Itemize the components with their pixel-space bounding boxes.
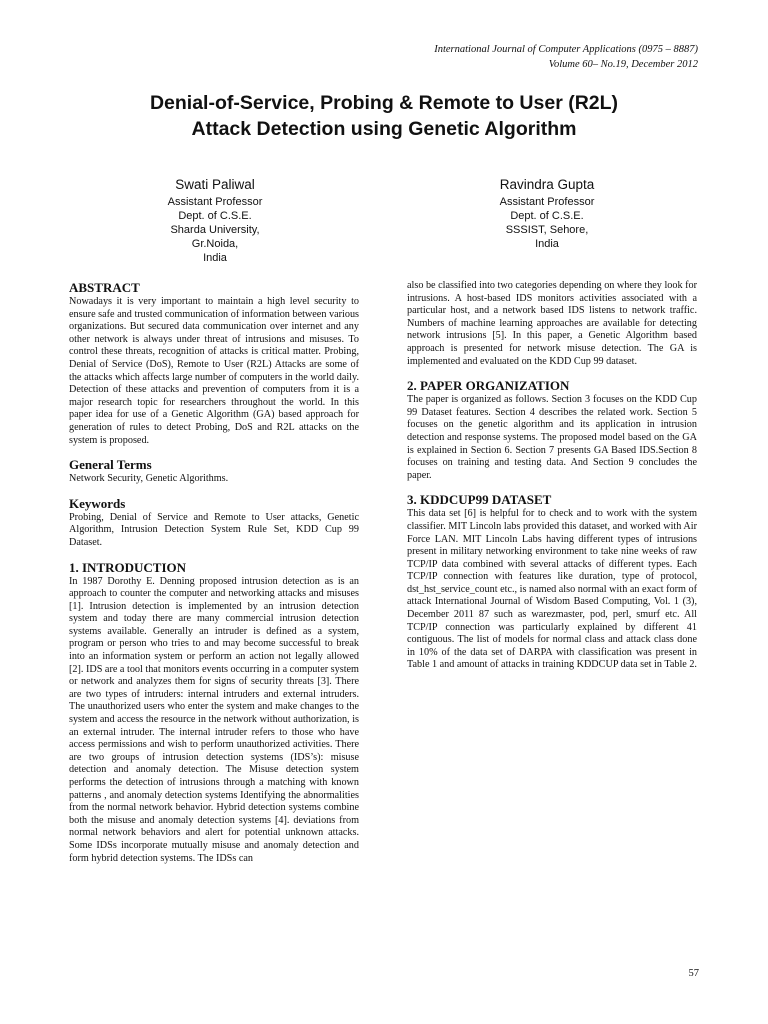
journal-header: [434, 42, 698, 72]
author-affiliation: India: [203, 252, 227, 264]
paper-title: [60, 90, 708, 142]
abstract-heading: ABSTRACT: [69, 280, 140, 295]
kddcup-heading: 3. KDDCUP99 DATASET: [407, 492, 552, 508]
journal-name: International Journal of Computer Applications (0975 – 8887): [434, 44, 698, 55]
general-terms-text: Network Security, Genetic Algorithms.: [69, 473, 229, 485]
keywords-text: Probing, Denial of Service and Remote to User attacks, Genetic Algorithm, Intrusion Detection System Rule Set, KDD Cup 99 Dataset.: [69, 511, 359, 548]
author-block-2: [432, 175, 662, 251]
author-affiliation: Assistant Professor: [167, 196, 263, 208]
abstract-text: Nowadays it is very important to maintain a high level security to ensure safe and trusted communication of information between various organizations. But secured data communication over internet and any other network is always under threat of intrusions and misuses. To control these threats, recognition of attacks is critical matter. Probing, Denial of Service (DoS), Remote to User (R2L) Attacks are some of the attacks which affects large number of computers in the world daily. Detection of these attacks and prevention of computers from it is a major research topic for researchers throughout the world. In this paper idea for use of a Genetic Algorithm (GA) based approach for generation of rules to detect Probing, DoS and R2L attacks on the system is proposed.: [69, 296, 359, 446]
left-column: [69, 280, 359, 865]
page-number: 57: [688, 968, 699, 979]
author-affiliation: Dept. of C.S.E.: [510, 210, 584, 222]
author-affiliation: Gr.Noida,: [191, 238, 239, 250]
author-affiliation: India: [535, 238, 559, 250]
author-name: Swati Paliwal: [175, 177, 255, 192]
paper-organization-heading: 2. PAPER ORGANIZATION: [407, 378, 570, 394]
title-line-2: Attack Detection using Genetic Algorithm: [191, 118, 577, 140]
journal-volume: Volume 60– No.19, December 2012: [548, 59, 698, 70]
title-line-1: Denial-of-Service, Probing & Remote to User (R2L): [149, 92, 619, 114]
author-name: Ravindra Gupta: [499, 177, 595, 192]
author-affiliation: Sharda University,: [170, 224, 260, 236]
keywords-heading: Keywords: [69, 495, 126, 511]
author-affiliation: Dept. of C.S.E.: [178, 210, 252, 222]
author-block-1: [100, 175, 330, 265]
author-affiliation: SSSIST, Sehore,: [505, 224, 589, 236]
introduction-text: In 1987 Dorothy E. Denning proposed intrusion detection as is an approach to counter the computer and networking attacks and misuses [1]. Intrusion detection is implemented by an intrusion detection system and today there are many commercial intrusion detection systems available. Generally an intruder is defined as a system, program or person who tries to and may become successful to break into an information system or perform an action not legally allowed [2]. IDS are a tool that monitors events occurring in a computer system or network and analyzes them for signs of security threats [3]. There are two types of intruders: internal intruders and external intruders. The unauthorized users who enter the system and make changes to the system and access the resource in the network without authorization, is an external intruder. The internal intruder refers to those who have access permissions and wish to perform unauthorized activities. There are two groups of intrusion detection systems (IDS’s): misuse detection and anomaly detection. The Misuse detection system performs the detection of intrusions through a matching with known patterns , and anomaly detection systems Identifying the abnormalities from the normal network behavior. Hybrid detection systems combine both the misuse and anomaly detection systems [4]. deviations from normal network behaviors and alert for potential unknown attacks. Some IDSs incorporate mutually misuse and anomaly detection and form hybrid detection systems. The IDSs can: [69, 575, 359, 864]
kddcup-text: This data set [6] is helpful for to check and to work with the system classifier. MIT Lincoln labs provided this dataset, and worked with Air Force LAN. MIT Lincoln Labs having different types of intrusions present in military networking environment to take nine weeks of raw TCP/IP data combined with several attacks of different types. Each TCP/IP connection with features like duration, type of protocol, dst_hst_service_count etc., is named also normal with an exact form of attack International Journal of Wisdom Based Computing, Vol. 1 (3), December 2011 87 such as warezmaster, pod, perl, smurf etc. All TCP/IP connection was particularly explained by different 41 contiguous. The list of models for normal class and attack class done in 10% of the data set of DARPA with classification was present in Table 1 and amount of attacks in training KDDCUP data set in Table 2.: [407, 508, 697, 671]
right-column: [407, 280, 697, 672]
introduction-heading: 1. INTRODUCTION: [69, 559, 187, 575]
general-terms-heading: General Terms: [69, 457, 152, 473]
introduction-continued-text: also be classified into two categories depending on where they look for intrusions. A host-based IDS monitors activities associated with a particular host, and a network based IDS listens to network traffic. Numbers of machine learning approaches are available for detecting network intrusions [5]. In this paper, a Genetic Algorithm based approach is presented for network misuse detection. The GA is implemented and evaluated on the KDD Cup 99 dataset.: [407, 280, 697, 367]
author-affiliation: Assistant Professor: [499, 196, 595, 208]
paper-organization-text: The paper is organized as follows. Section 3 focuses on the KDD Cup 99 Dataset features. Section 4 describes the related work. Section 5 focuses on the genetic algorithm and its application in intrusion detection and response systems. The proposed model based on the GA is explained in Section 6. Section 7 presents GA Based IDS.Section 8 focuses on training and testing data. And Section 9 concludes the paper.: [407, 394, 697, 481]
